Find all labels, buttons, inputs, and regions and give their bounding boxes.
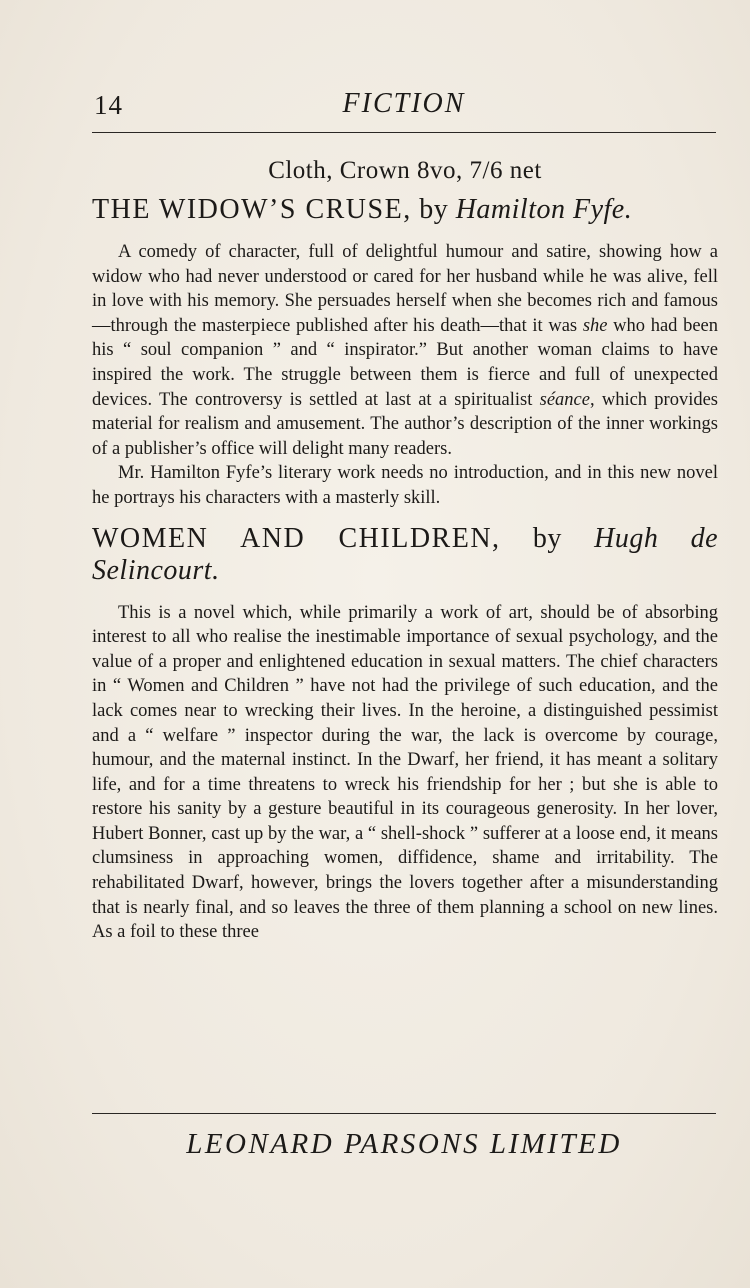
price-line: Cloth, Crown 8vo, 7/6 net	[268, 157, 542, 184]
book-author: Hamilton Fyfe.	[455, 194, 633, 225]
book-title: WOMEN AND CHILDREN,	[92, 522, 501, 554]
book-by: by	[419, 194, 449, 225]
publisher-footer: LEONARD PARSONS LIMITED	[186, 1128, 622, 1160]
book-heading-widows-cruse	[92, 194, 718, 226]
section-spacer	[92, 511, 718, 523]
book-by: by	[532, 522, 562, 554]
emphasis-text: séance	[539, 389, 590, 410]
emphasis-text: she	[582, 315, 608, 336]
header-rule	[92, 132, 716, 133]
book-description-paragraph: Mr. Hamilton Fyfe’s literary work needs no introduction, and in this new novel he portrays his characters with a masterly skill.	[92, 463, 718, 508]
book-author: Hugh de Selincourt.	[92, 522, 719, 586]
page-header	[92, 86, 716, 130]
paragraph-text: who had been his “ soul companion ” and “ inspirator.” But another woman claims to have inspired the work. The struggle between them is fierce and full of unexpected devices. The controversy is settled at last at a spiritualist	[92, 315, 718, 410]
book-description-paragraph: This is a novel which, while primarily a work of art, should be of absorbing interest to all who realise the inestimable importance of sexual psychology, and the value of a proper and enlightened education in sexual matters. The chief characters in “ Women and Children ” have not had the privilege of such education, and the lack comes near to wrecking their lives. In the heroine, a distinguished pessimist and a “ welfare ” inspector during the war, the lack is overcome by courage, humour, and the maternal instinct. In the Dwarf, her friend, it has meant a solitary life, and for a time threatens to wreck his friendship for her ; but she is able to restore his sanity by a gesture beautiful in its courageous generosity. In her lover, Hubert Bonner, cast up by the war, a “ shell-shock ” sufferer at a loose end, it means clumsiness in approaching women, diffidence, shame and irritability. The rehabilitated Dwarf, however, brings the lovers together after a misunderstanding that is nearly final, and so leaves the three of them planning a school on new lines. As a foil to these three	[92, 602, 718, 943]
running-title: FICTION	[342, 88, 466, 119]
book-heading-women-and-children	[92, 523, 718, 587]
paragraph-text: A comedy of character, full of delightful humour and satire, showing how a widow who had never understood or cared for her husband while he was alive, fell in love with his memory. She persuades herself when she becomes rich and famous—through the masterpiece published after his death—that it was	[92, 242, 718, 336]
page-content	[92, 154, 718, 945]
page-number: 14	[94, 90, 123, 120]
book-description-paragraph	[92, 240, 718, 461]
footer-rule	[92, 1113, 716, 1114]
paragraph-text: , which provides material for realism and amusement. The author’s description of the inner workings of a publisher’s office will delight many readers.	[92, 389, 718, 459]
book-title: THE WIDOW’S CRUSE,	[92, 194, 412, 225]
